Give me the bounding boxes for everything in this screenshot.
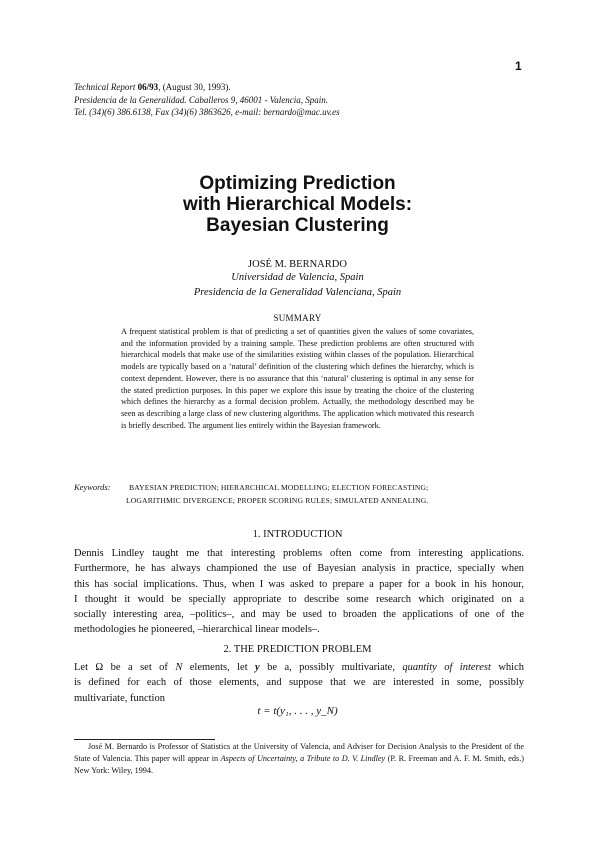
omega-symbol: Ω	[95, 662, 104, 673]
summary-heading: SUMMARY	[273, 313, 322, 323]
report-line-3: Tel. (34)(6) 386.6138, Fax (34)(6) 3863626, e-mail: bernardo@mac.uv.es	[74, 107, 340, 117]
keywords-label: Keywords:	[74, 482, 111, 492]
paper-title	[60, 173, 535, 236]
keywords-line-1: BAYESIAN PREDICTION; HIERARCHICAL MODELLING; ELECTION FORECASTING;	[129, 483, 429, 492]
intro-line: Dennis Lindley taught me that interesting problems often come from interesting applications.	[74, 548, 524, 559]
symbol-n: N	[175, 662, 183, 673]
report-label: Technical Report	[74, 82, 136, 92]
footnote: José M. Bernardo is Professor of Statistics at the University of Valencia, and Adviser for Decision Analysis to the President of the State of Valencia. This paper will appear in Aspects of Uncertainty, a Tribute to D. V. Lindley (P. R. Freeman and A. F. M. Smith, eds.) New York: Wiley, 1994.	[74, 742, 524, 775]
equation: t = t(y₁, . . . , y_N)	[257, 705, 338, 717]
keywords-line-2: LOGARITHMIC DIVERGENCE; PROPER SCORING RULES; SIMULATED ANNEALING.	[126, 496, 429, 505]
intro-line: this has social implications. Thus, when I was asked to prepare a paper for a book in his honour,	[74, 578, 524, 590]
intro-line: I thought it would be specially appropriate to describe some research which originated on a	[74, 593, 524, 605]
book-title: Aspects of Uncertainty, a Tribute to D. V. Lindley	[220, 754, 386, 763]
intro-line: methodologies he pioneered, –hierarchical linear models–.	[74, 624, 320, 636]
symbol-y: y	[255, 662, 260, 673]
introduction-paragraph	[74, 546, 524, 638]
section-2-heading: 2. THE PREDICTION PROBLEM	[223, 644, 372, 655]
section-1-heading: 1. INTRODUCTION	[252, 529, 343, 540]
title-line-2: with Hierarchical Models:	[182, 194, 413, 215]
page-number: 1	[515, 59, 522, 73]
affiliation-1: Universidad de Valencia, Spain	[231, 272, 364, 283]
intro-line: socially interesting area, –politics–, and may be used to broaden the applications of one of the	[74, 609, 524, 621]
prediction-line-1: Let Ω be a set of N elements, let y be a, possibly multivariate, quantity of interest which	[74, 662, 525, 673]
title-line-1: Optimizing Prediction	[199, 173, 396, 194]
summary-text: A frequent statistical problem is that of predicting a set of quantities given the values of some covariates, and the information provided by a training sample. These prediction problems are often structured with hierarchical models that make use of the similarities existing within classes of the population. Hierarchical models are typically based on a ‘natural’ definition of the clustering which defines the hierarchy, which is context dependent. However, there is no assurance that this ‘natural’ clustering is optimal in any sense for the stated prediction purposes. In this paper we explore this issue by treating the choice of the clustering which defines the hierarchy as a formal decision problem. Actually, the methodology described may be seen as describing a large class of new clustering algorithms. The application which motivated this research is briefly described. The argument lies entirely within the Bayesian framework.	[121, 327, 474, 430]
report-number: 06/93	[137, 82, 159, 92]
prediction-line-3: multivariate, function	[74, 692, 165, 704]
prediction-line-2: is defined for each of those elements, and suppose that we are interested in some, possibly	[74, 677, 524, 689]
author-name: JOSÉ M. BERNARDO	[248, 259, 347, 270]
affiliation-2: Presidencia de la Generalidad Valenciana, Spain	[193, 287, 402, 298]
report-line-2: Presidencia de la Generalidad. Caballeros 9, 46001 - Valencia, Spain.	[74, 94, 329, 105]
footnote-rule	[74, 739, 215, 740]
keywords-block	[74, 481, 494, 505]
report-line-1	[74, 81, 494, 94]
report-date: , (August 30, 1993).	[158, 82, 231, 92]
report-header	[74, 81, 494, 119]
quantity-of-interest: quantity of interest	[402, 662, 491, 673]
title-line-3: Bayesian Clustering	[206, 215, 389, 236]
intro-line: Furthermore, he has always championed the use of Bayesian analysis in practice, specially when	[74, 563, 524, 575]
prediction-paragraph	[74, 660, 524, 706]
